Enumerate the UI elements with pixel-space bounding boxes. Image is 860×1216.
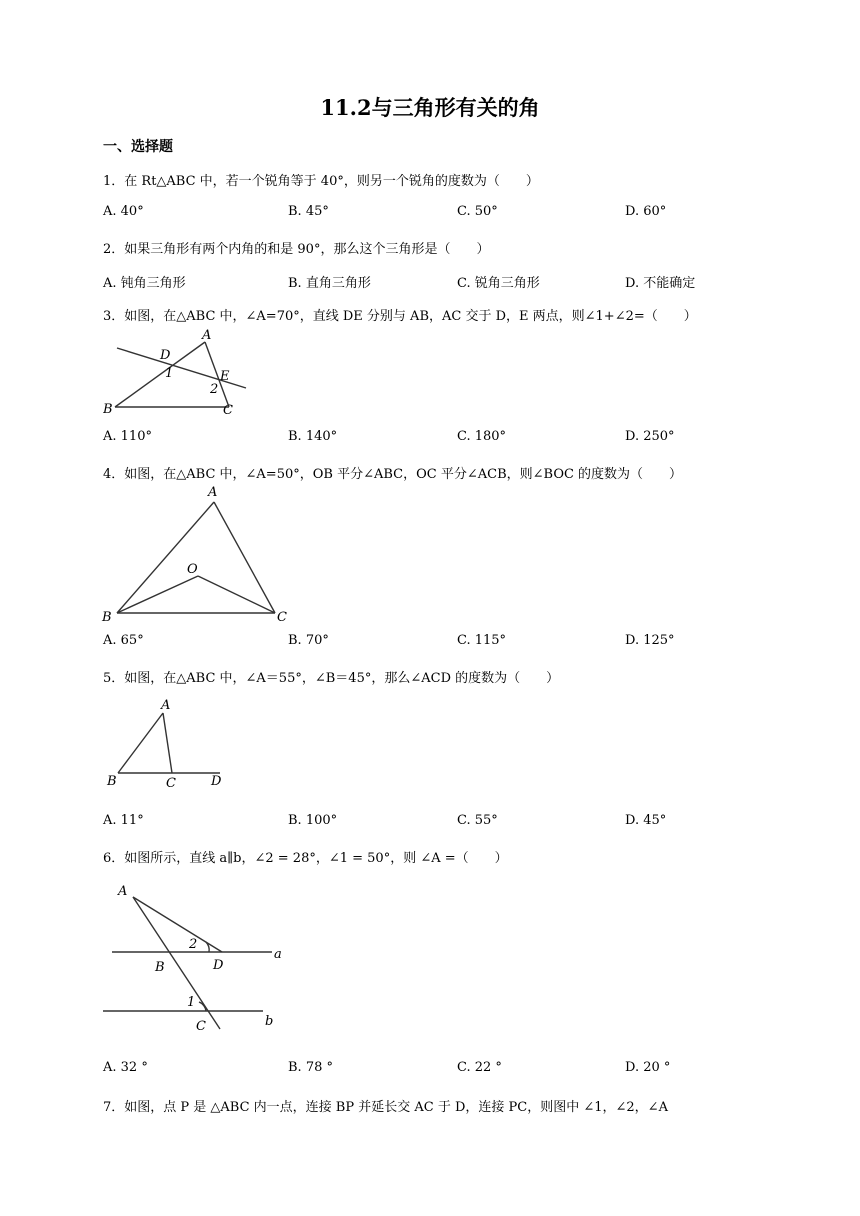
q5-label: A <box>161 698 171 713</box>
q2-option-c: C. 锐角三角形 <box>457 276 540 291</box>
question-4-stem: 4．如图，在△ABC 中，∠A=50°，OB 平分∠ABC，OC 平分∠ACB，则∠BOC 的度数为（ ） <box>103 467 683 482</box>
q3-option-a: A. 110° <box>103 429 152 444</box>
q6-label: D <box>213 958 224 973</box>
q6-option-a: A. 32 ° <box>103 1060 148 1075</box>
q6-label: B <box>155 960 165 975</box>
question-5-stem: 5．如图，在△ABC 中，∠A＝55°，∠B＝45°，那么∠ACD 的度数为（ ） <box>103 671 560 686</box>
q5-label: B <box>107 774 117 789</box>
question-3-stem: 3．如图，在△ABC 中，∠A=70°，直线 DE 分别与 AB，AC 交于 D，E 两点，则∠1+∠2=（ ） <box>103 309 697 324</box>
q3-label: A <box>202 328 212 343</box>
q6-label: a <box>274 947 282 962</box>
section-heading: 一、选择题 <box>103 139 173 155</box>
q6-label: 1 <box>187 995 196 1010</box>
q6-label: b <box>265 1014 274 1029</box>
q6-label: C <box>196 1019 206 1034</box>
q2-option-d: D. 不能确定 <box>625 276 696 291</box>
figure-q3 <box>103 326 248 416</box>
q3-label: 2 <box>210 382 219 397</box>
q5-option-d: D. 45° <box>625 813 667 828</box>
q3-label: 1 <box>165 366 174 381</box>
q6-label: A <box>118 884 128 899</box>
q4-label: O <box>187 562 198 577</box>
q3-label: D <box>160 348 171 363</box>
figure-q5 <box>103 696 233 794</box>
q4-label: A <box>208 485 218 500</box>
q1-option-c: C. 50° <box>457 204 498 219</box>
q3-label: B <box>103 402 113 416</box>
q6-option-d: D. 20 ° <box>625 1060 671 1075</box>
q1-option-b: B. 45° <box>288 204 329 219</box>
q4-option-b: B. 70° <box>288 633 329 648</box>
question-6-stem: 6．如图所示，直线 a∥b，∠2 = 28°，∠1 = 50°，则 ∠A =（ ） <box>103 851 508 866</box>
figure-q6 <box>100 880 295 1035</box>
figure-q4 <box>100 484 295 626</box>
q3-option-b: B. 140° <box>288 429 338 444</box>
question-1-stem: 1．在 Rt△ABC 中，若一个锐角等于 40°，则另一个锐角的度数为（ ） <box>103 174 539 189</box>
q1-option-d: D. 60° <box>625 204 667 219</box>
q4-option-a: A. 65° <box>103 633 144 648</box>
q2-option-b: B. 直角三角形 <box>288 276 371 291</box>
q4-label: C <box>277 610 287 625</box>
q5-option-c: C. 55° <box>457 813 498 828</box>
question-7-stem: 7．如图，点 P 是 △ABC 内一点，连接 BP 并延长交 AC 于 D，连接 PC，则图中 ∠1，∠2，∠A <box>103 1100 668 1115</box>
q3-label: C <box>223 403 233 416</box>
q6-option-c: C. 22 ° <box>457 1060 502 1075</box>
q5-option-a: A. 11° <box>103 813 144 828</box>
q3-option-d: D. 250° <box>625 429 675 444</box>
q6-option-b: B. 78 ° <box>288 1060 333 1075</box>
q5-label: C <box>166 776 176 791</box>
q4-label: B <box>102 610 112 625</box>
q4-option-d: D. 125° <box>625 633 675 648</box>
page-title: 11.2与三角形有关的角 <box>320 95 540 120</box>
q6-label: 2 <box>189 937 198 952</box>
q3-option-c: C. 180° <box>457 429 507 444</box>
q5-label: D <box>211 774 222 789</box>
question-2-stem: 2．如果三角形有两个内角的和是 90°，那么这个三角形是（ ） <box>103 242 490 257</box>
q1-option-a: A. 40° <box>103 204 144 219</box>
q5-option-b: B. 100° <box>288 813 338 828</box>
q2-option-a: A. 钝角三角形 <box>103 276 186 291</box>
q3-label: E <box>220 369 230 384</box>
q4-option-c: C. 115° <box>457 633 507 648</box>
